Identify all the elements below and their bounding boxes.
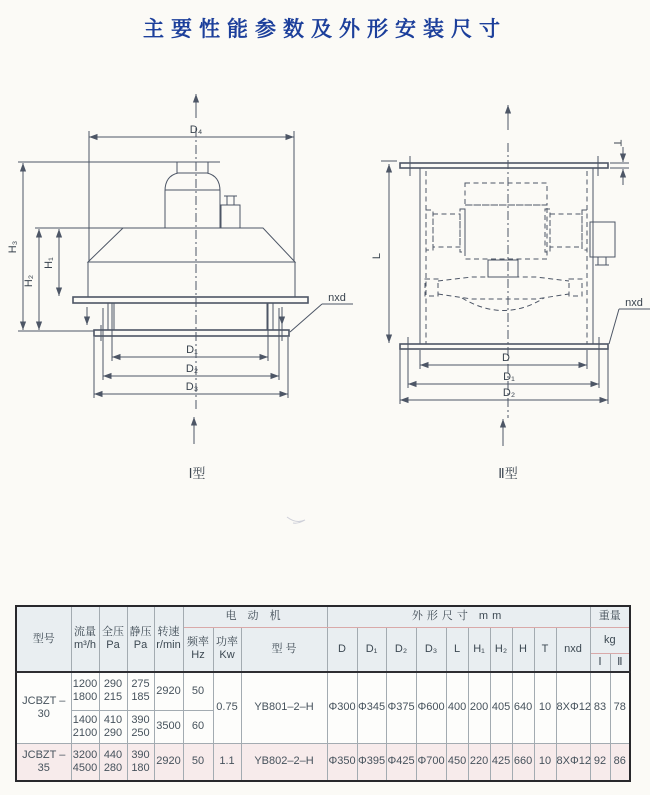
dim-label-d2: D₂: [502, 387, 516, 399]
group-header-dimensions: 外形尺寸 mm: [327, 606, 590, 627]
model-line1: JCBZT –: [22, 694, 66, 707]
model-line2: 35: [37, 761, 50, 774]
scan-smudge: [287, 517, 305, 523]
static-pressure-label: 静压: [129, 626, 152, 639]
cell-d: Φ350: [327, 743, 357, 781]
cell-weight-2: 78: [610, 672, 630, 743]
cell-model-jcbzt35: [16, 743, 71, 781]
group-header-motor: 电 动 机: [183, 606, 327, 627]
col-header-static-pressure: [127, 606, 154, 672]
table-row: [16, 743, 630, 781]
col-header-d3: D₃: [416, 627, 446, 672]
cell-model-jcbzt30: [16, 672, 71, 743]
page-title: 主要性能参数及外形安装尺寸: [143, 18, 507, 41]
cell-speed: 2920: [154, 672, 183, 710]
col-header-full-pressure: [99, 606, 127, 672]
motor-body: [165, 173, 220, 228]
cell-frequency: 60: [183, 710, 213, 743]
cell-d1: Φ345: [357, 672, 386, 743]
col-header-flow: [71, 606, 99, 672]
top-flange: [400, 163, 608, 168]
col-header-d: D: [327, 627, 357, 672]
speed-unit: r/min: [156, 639, 181, 651]
model-line1: JCBZT –: [22, 748, 66, 761]
cell-h2: 425: [490, 743, 512, 781]
cell-h1: 220: [468, 743, 490, 781]
col-header-speed: [154, 606, 183, 672]
cell-d: Φ300: [327, 672, 357, 743]
dim-label-t: T: [611, 139, 623, 147]
cell-flow: 3200 4500: [71, 743, 99, 781]
cell-h: 660: [512, 743, 534, 781]
base-plate: [94, 330, 289, 336]
cell-frequency: 50: [183, 743, 213, 781]
cell-l: 400: [446, 672, 468, 743]
motor-cap: [177, 162, 208, 173]
cell-t: 10: [534, 743, 556, 781]
frequency-unit: Hz: [191, 649, 205, 662]
col-header-h2: H₂: [490, 627, 512, 672]
cell-d2: Φ375: [386, 672, 416, 743]
cell-h2: 405: [490, 672, 512, 743]
flow-unit: m³/h: [74, 639, 96, 651]
cell-t: 10: [534, 672, 556, 743]
col-header-t: T: [534, 627, 556, 672]
cell-weight-1: 92: [590, 743, 610, 781]
hub: [488, 260, 518, 277]
callout-nxd: nxd: [328, 292, 346, 304]
power-label: 功率: [216, 636, 238, 649]
flow-label: 流量: [74, 626, 96, 639]
cell-frequency: 50: [183, 672, 213, 710]
cell-power: 1.1: [213, 743, 241, 781]
col-header-h: H: [512, 627, 534, 672]
cell-speed: 3500: [154, 710, 183, 743]
dim-label-l: L: [371, 252, 383, 260]
frequency-label: 频率: [187, 636, 209, 649]
cell-motor-model: YB802–2–H: [241, 743, 327, 781]
table-row: [16, 672, 630, 710]
cell-h: 640: [512, 672, 534, 743]
cell-full-pressure: 440 280: [99, 743, 127, 781]
type2-label: Ⅱ型: [498, 466, 518, 481]
col-header-frequency: [183, 627, 213, 672]
col-header-h1: H₁: [468, 627, 490, 672]
cell-d3: Φ600: [416, 672, 446, 743]
cell-d3: Φ700: [416, 743, 446, 781]
speed-label: 转速: [157, 626, 180, 639]
junction-box: [590, 222, 615, 257]
cell-full-pressure: 410 290: [99, 710, 127, 743]
col-header-nxd: nxd: [556, 627, 590, 672]
model-line2: 30: [37, 707, 50, 720]
dim-label-h3: H₃: [7, 240, 19, 254]
mount-flange: [73, 297, 308, 303]
cell-weight-1: 83: [590, 672, 610, 743]
col-header-d2: D₂: [386, 627, 416, 672]
col-header-l: L: [446, 627, 468, 672]
col-header-motor-model: 型 号: [241, 627, 327, 672]
cell-full-pressure: 290 215: [99, 672, 127, 710]
cell-l: 450: [446, 743, 468, 781]
type1-drawing: [7, 94, 353, 481]
cell-h1: 200: [468, 672, 490, 743]
power-unit: Kw: [219, 649, 235, 662]
callout-nxd: nxd: [625, 297, 643, 309]
col-header-weight-2: Ⅱ: [610, 653, 630, 672]
cell-speed: 2920: [154, 743, 183, 781]
cell-d2: Φ425: [386, 743, 416, 781]
type2-drawing: [371, 105, 650, 481]
dim-label-d4: D₄: [189, 124, 203, 136]
dim-label-d: D: [502, 352, 510, 364]
col-header-d1: D₁: [357, 627, 386, 672]
cell-motor-model: YB801–2–H: [241, 672, 327, 743]
spec-table: [15, 605, 631, 782]
dim-label-d1: D₁: [503, 371, 515, 383]
col-header-model: 型号: [16, 606, 71, 672]
cell-nxd: 8XΦ12: [556, 672, 590, 743]
cell-d1: Φ395: [357, 743, 386, 781]
dim-label-d2: D₂: [185, 363, 199, 375]
cell-flow: 1200 1800: [71, 672, 99, 710]
dim-label-h2: H₂: [23, 274, 35, 288]
cell-static-pressure: 275 185: [127, 672, 154, 710]
group-header-weight: 重量: [590, 606, 630, 627]
cell-static-pressure: 390 180: [127, 743, 154, 781]
dim-label-d3: D₃: [185, 381, 199, 393]
col-header-weight-1: Ⅰ: [590, 653, 610, 672]
bottom-flange: [400, 344, 608, 349]
cell-static-pressure: 390 250: [127, 710, 154, 743]
junction-box: [221, 205, 240, 228]
fan-cowl: [88, 228, 295, 262]
motor-body-hidden: [465, 205, 547, 259]
type1-label: Ⅰ型: [188, 466, 206, 481]
cell-nxd: 8XΦ12: [556, 743, 590, 781]
impeller-hidden: [425, 277, 582, 311]
col-header-power: [213, 627, 241, 672]
dim-label-h1: H₁: [43, 257, 55, 269]
static-pressure-unit: Pa: [133, 639, 148, 651]
full-pressure-label: 全压: [102, 626, 124, 639]
weight-unit-header: kg: [590, 627, 630, 653]
cell-weight-2: 86: [610, 743, 630, 781]
cell-flow: 1400 2100: [71, 710, 99, 743]
dim-label-d1: D₁: [186, 344, 198, 356]
cell-power: 0.75: [213, 672, 241, 743]
housing-walls: [420, 168, 593, 344]
motor-top-hidden: [465, 183, 547, 205]
full-pressure-unit: Pa: [106, 639, 120, 651]
